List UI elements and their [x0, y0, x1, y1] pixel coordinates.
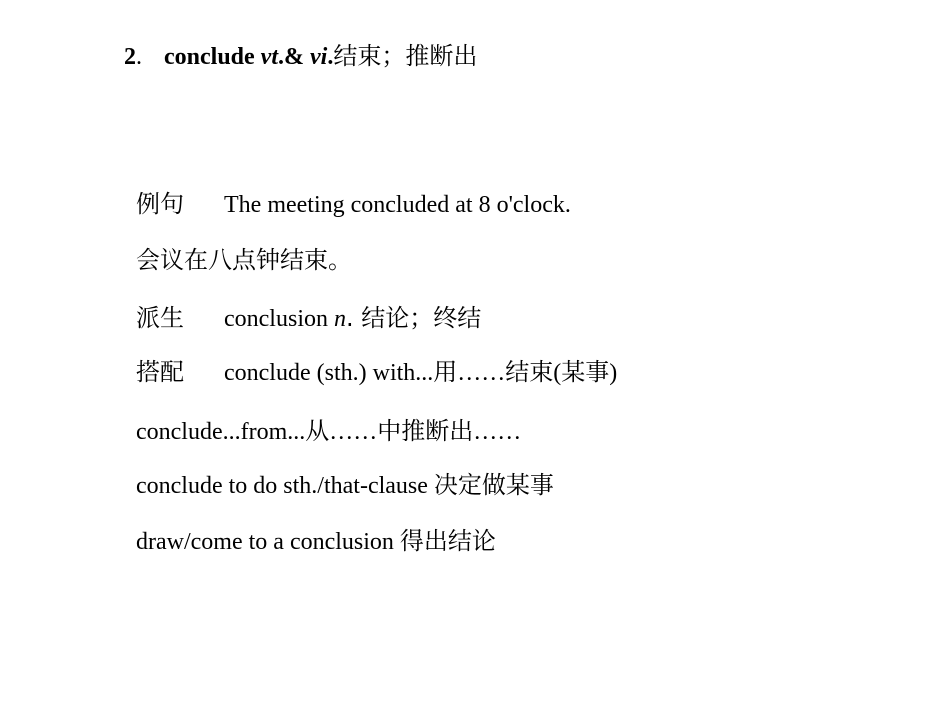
collocation-item: conclude (sth.) with...用……结束(某事): [224, 360, 618, 386]
collocation-row: [136, 354, 617, 391]
example-row: [136, 186, 571, 223]
pos-ampersand: .&: [278, 44, 304, 70]
derivative-pos: n: [333, 306, 346, 332]
example-label: 例句: [136, 190, 184, 218]
pos-transitive: vt: [260, 44, 278, 70]
entry-number-separator: .: [136, 44, 148, 70]
headword: conclude: [164, 44, 255, 70]
collocation-item: draw/come to a conclusion 得出结论: [136, 529, 496, 555]
collocation-item: conclude...from...从……中推断出……: [136, 419, 522, 445]
collocation-row: [136, 414, 521, 450]
pos-intransitive: vi: [310, 44, 328, 70]
entry-heading: [124, 38, 477, 75]
headword-meaning: 结束；推断出: [333, 42, 478, 70]
derivative-meaning: . 结论；终结: [345, 304, 482, 332]
example-translation: 会议在八点钟结束。: [136, 246, 352, 274]
pos-dot: .: [327, 44, 334, 70]
example-translation-row: [136, 242, 352, 279]
derivative-word: conclusion: [224, 306, 328, 332]
derivative-row: [136, 300, 481, 337]
example-sentence: The meeting concluded at 8 o'clock.: [224, 192, 571, 218]
collocation-row: [136, 524, 496, 560]
derivative-label: 派生: [136, 304, 184, 332]
collocation-item: conclude to do sth./that-clause 决定做某事: [136, 473, 554, 499]
entry-number: 2: [124, 44, 136, 70]
collocation-label: 搭配: [136, 358, 184, 386]
collocation-row: [136, 468, 554, 504]
